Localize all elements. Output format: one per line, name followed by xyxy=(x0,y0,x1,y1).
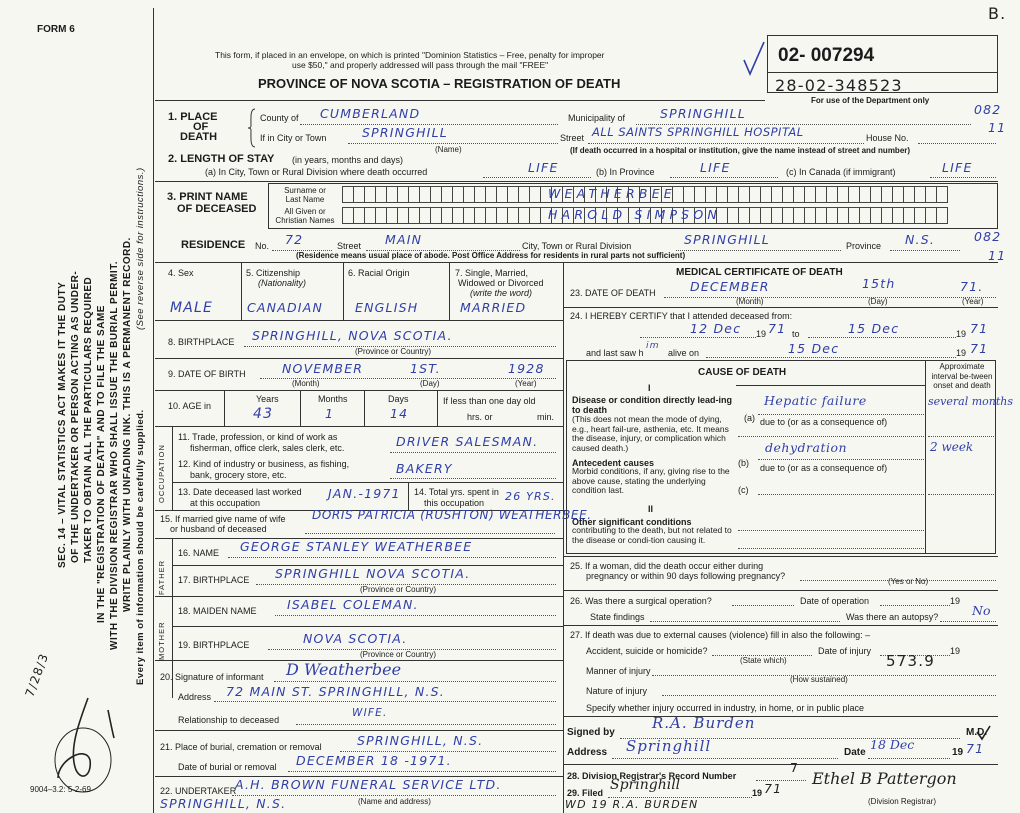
underline xyxy=(348,143,558,144)
citizenship-sub: (Nationality) xyxy=(258,278,307,288)
residence-code: 082 xyxy=(974,229,1002,244)
father-birthplace-label: 17. BIRTHPLACE xyxy=(178,575,250,585)
name-label: OF DECEASED xyxy=(177,203,257,215)
death-date-label: 23. DATE OF DEATH xyxy=(570,288,656,298)
industry-value: BAKERY xyxy=(396,461,453,476)
divider xyxy=(563,590,998,591)
last-seen-date: 15 Dec xyxy=(788,341,840,356)
informant-signature: D Weatherbee xyxy=(286,660,402,679)
city-label: If in City or Town xyxy=(260,133,327,143)
to-label: to xyxy=(792,329,800,339)
years-value: 43 xyxy=(253,406,274,422)
months-value: 1 xyxy=(325,406,335,421)
province-caption: (Province or Country) xyxy=(355,347,432,356)
divider xyxy=(736,385,925,386)
registration-number: 02- 007294 xyxy=(778,45,875,66)
undertaker-value: A.H. BROWN FUNERAL SERVICE LTD. xyxy=(235,777,502,792)
place-label: 1. PLACE xyxy=(168,111,218,123)
informant-address-label: Address xyxy=(178,692,212,702)
side-note-line: WRITE PLAINLY WITH UNFADING INK. THIS IS A PERMANENT RECORD. xyxy=(122,237,133,612)
municipality-code: 082 xyxy=(974,102,1002,117)
autopsy-value: No xyxy=(972,603,991,618)
month-caption: (Month) xyxy=(736,297,764,306)
part-one: I xyxy=(648,383,651,393)
underline xyxy=(214,701,556,702)
part-two: II xyxy=(648,504,654,514)
divider xyxy=(408,482,409,510)
autopsy-label: Was there an autopsy? xyxy=(846,612,939,622)
citizenship-label: 5. Citizenship xyxy=(246,268,301,278)
mail-notice: This form, if placed in an envelope, on which is printed "Dominion Statistics – Free, penalty for improper xyxy=(215,50,605,60)
mother-side-label: MOTHER xyxy=(157,621,166,660)
marital-value: MARRIED xyxy=(460,300,527,315)
mail-notice: use $50," and properly addressed will pass through the mail "FREE" xyxy=(292,60,549,70)
divider xyxy=(563,307,998,308)
residence-division-label: City, Town or Rural Division xyxy=(522,241,632,251)
marital-label: 7. Single, Married, xyxy=(455,268,529,278)
informant-address: 72 MAIN ST. SPRINGHILL, N.S. xyxy=(226,684,445,699)
underline xyxy=(275,615,556,616)
racial-origin-value: ENGLISH xyxy=(355,300,419,315)
divider xyxy=(300,390,301,426)
divider xyxy=(224,390,225,426)
relationship-value: WIFE. xyxy=(352,707,388,719)
underline xyxy=(676,250,841,251)
medical-title: MEDICAL CERTIFICATE OF DEATH xyxy=(676,267,843,278)
father-birthplace-value: SPRINGHILL NOVA SCOTIA. xyxy=(275,566,471,581)
manner-label: Manner of injury xyxy=(586,666,651,676)
stay-a-label: (a) In City, Town or Rural Division where death occurred xyxy=(205,167,428,177)
spouse-label: 15. If married give name of wife xyxy=(160,514,286,524)
underline xyxy=(890,250,960,251)
burial-place-label: 21. Place of burial, cremation or removal xyxy=(160,742,322,752)
last-seen-him: im xyxy=(646,341,660,351)
underline xyxy=(340,751,556,752)
death-year: 71. xyxy=(960,279,984,294)
stay-b-value: LIFE xyxy=(700,160,731,175)
occupation-side-label: OCCUPATION xyxy=(157,444,166,503)
informant-label: 20. Signature of informant xyxy=(160,672,264,682)
underline xyxy=(880,605,950,606)
cause-b-label: (b) xyxy=(738,458,749,468)
province-caption: (Province or Country) xyxy=(360,585,437,594)
divider xyxy=(155,358,563,359)
stay-c-value: LIFE xyxy=(942,160,973,175)
underline xyxy=(706,357,956,358)
form-title: PROVINCE OF NOVA SCOTIA – REGISTRATION OF DEATH xyxy=(258,76,621,91)
residence-label: RESIDENCE xyxy=(181,239,246,251)
cause-code: 573.9 xyxy=(886,652,935,670)
state-which-caption: (State which) xyxy=(740,656,787,665)
underline xyxy=(918,143,996,144)
municipality-label: Municipality of xyxy=(568,113,626,123)
father-side-label: FATHER xyxy=(157,559,166,595)
days-label: Days xyxy=(388,394,409,404)
divider xyxy=(155,426,563,427)
underline xyxy=(758,414,924,415)
days-value: 14 xyxy=(390,406,409,421)
underline xyxy=(732,605,794,606)
divider xyxy=(437,390,438,426)
street-label: Street xyxy=(560,133,585,143)
q27-label: 27. If death was due to external causes (violence) fill in also the following: – xyxy=(570,630,871,640)
undertaker-label: 22. UNDERTAKER xyxy=(160,786,237,796)
medical-address-label: Address xyxy=(567,747,608,758)
last-seen-label: and last saw h xyxy=(586,348,644,358)
medical-address-value: Springhill xyxy=(626,737,712,755)
side-note-line: WITH THE DIVISION REGISTRAR WHO SHALL ISSUE THE BURIAL PERMIT. xyxy=(109,261,120,650)
total-years-label: this occupation xyxy=(424,498,485,508)
q25-label: pregnancy or within 90 days following pregnancy? xyxy=(586,571,786,581)
record-number-value: 7 xyxy=(790,760,800,775)
side-note-line: SEC. 14 – VITAL STATISTICS ACT MAKES IT THE DUTY xyxy=(57,281,68,568)
father-name-label: 16. NAME xyxy=(178,548,220,558)
last-seen-year: 71 xyxy=(970,341,989,356)
cause-b-value: dehydration xyxy=(765,440,848,455)
attended-to: 15 Dec xyxy=(848,321,900,336)
divider xyxy=(172,482,563,483)
record-number-label: 28. Division Registrar's Record Number xyxy=(567,771,737,781)
registrar-signature: Ethel B Pattergon xyxy=(812,769,957,788)
underline xyxy=(390,452,556,453)
how-sustained-caption: (How sustained) xyxy=(790,675,848,684)
other-label-bold: Other significant conditions xyxy=(572,517,692,527)
underline xyxy=(758,459,924,460)
surname-value: WEATHERBEE xyxy=(548,186,676,201)
dob-year: 1928 xyxy=(508,361,545,376)
q25-label: 25. If a woman, did the death occur either during xyxy=(570,561,764,571)
side-note-line: OF THE UNDERTAKER OR PERSON ACTING AS UNDER- xyxy=(70,270,81,563)
attended-to-year: 71 xyxy=(970,321,989,336)
due-to-label: due to (or as a consequence of) xyxy=(760,463,888,473)
alive-label: alive on xyxy=(668,348,700,358)
marital-label: (write the word) xyxy=(470,288,533,298)
place-label: OF xyxy=(193,121,209,133)
municipality-value: SPRINGHILL xyxy=(660,106,746,121)
brace xyxy=(247,108,257,148)
hrs-label: hrs. or xyxy=(467,412,493,422)
underline xyxy=(483,177,591,178)
day-caption: (Day) xyxy=(420,379,440,388)
mother-birthplace-value: NOVA SCOTIA. xyxy=(303,631,408,646)
divider xyxy=(449,262,450,320)
underline xyxy=(928,436,994,437)
underline xyxy=(228,557,556,558)
print-code: 9004–3.2: 5-2-69 xyxy=(30,785,91,794)
underline xyxy=(868,758,950,759)
name-address-caption: (Name and address) xyxy=(358,797,431,806)
injury-date-label: Date of injury xyxy=(818,646,872,656)
due-to-label: due to (or as a consequence of) xyxy=(760,417,888,427)
province-caption: (Province or Country) xyxy=(360,650,437,659)
underline xyxy=(930,177,996,178)
side-note-line: IN THE "REGISTRATION OF DEATH" AND TO FILE THE SAME xyxy=(96,305,107,623)
underline xyxy=(758,494,924,495)
divider xyxy=(563,625,998,626)
trade-value: DRIVER SALESMAN. xyxy=(396,434,539,449)
medical-date-value: 18 Dec xyxy=(870,737,915,752)
year-prefix: 19 xyxy=(956,348,967,358)
months-label: Months xyxy=(318,394,348,404)
hospital-note: (If death occurred in a hospital or institution, give the name instead of street and number) xyxy=(570,146,911,155)
burial-date-value: DECEMBER 18 -1971. xyxy=(296,753,452,768)
cause-b-interval: 2 week xyxy=(930,440,974,454)
year-prefix: 19 xyxy=(952,747,964,758)
residence-province: N.S. xyxy=(905,232,936,247)
antecedent-label-bold: Antecedent causes xyxy=(572,458,655,468)
residence-no: 72 xyxy=(285,232,304,247)
divider xyxy=(155,320,563,321)
check-mark xyxy=(742,40,766,80)
state-findings-label: State findings xyxy=(590,612,645,622)
underline xyxy=(738,436,924,437)
dob-day: 1ST. xyxy=(410,361,441,376)
dob-month: NOVEMBER xyxy=(282,361,364,376)
stay-c-label: (c) In Canada (if immigrant) xyxy=(786,167,896,177)
cause-a-value: Hepatic failure xyxy=(764,393,867,408)
underline xyxy=(390,478,556,479)
death-month: DECEMBER xyxy=(690,279,770,294)
underline xyxy=(274,681,556,682)
operation-date-label: Date of operation xyxy=(800,596,870,606)
stamp-note: WD 19 R.A. BURDEN xyxy=(565,798,699,811)
underline xyxy=(612,758,838,759)
nature-label: Nature of injury xyxy=(586,686,648,696)
signed-label: Signed by xyxy=(567,727,615,738)
trade-label: 11. Trade, profession, or kind of work as xyxy=(178,432,338,442)
total-years-label: 14. Total yrs. spent in xyxy=(414,487,499,497)
underline xyxy=(288,771,556,772)
cause-c-label: (c) xyxy=(738,485,749,495)
divider xyxy=(364,390,365,426)
years-label: Years xyxy=(256,394,279,404)
city-value: SPRINGHILL xyxy=(362,125,448,140)
year-prefix: 19 xyxy=(950,646,961,656)
marital-label: Widowed or Divorced xyxy=(458,278,544,288)
dob-label: 9. DATE OF BIRTH xyxy=(168,369,246,379)
industry-label: bank, grocery store, etc. xyxy=(190,470,287,480)
divider xyxy=(155,100,765,101)
year-prefix: 19 xyxy=(752,788,763,798)
divider xyxy=(563,764,998,765)
side-note-line: (See reverse side for instructions.) xyxy=(135,167,146,330)
burial-date-label: Date of burial or removal xyxy=(178,762,277,772)
side-note-line: Every item of information should be carefully supplied. xyxy=(135,409,146,685)
underline xyxy=(928,494,994,495)
divider xyxy=(241,262,242,320)
registration-number-handwritten: 28-02-348523 xyxy=(775,76,903,95)
month-caption: (Month) xyxy=(292,379,320,388)
specify-label: Specify whether injury occurred in industry, in home, or in public place xyxy=(586,703,864,713)
death-day: 15th xyxy=(862,276,896,291)
divider xyxy=(563,716,998,717)
form-left-border xyxy=(153,8,154,813)
antecedent-label: Morbid conditions, if any, giving rise to the above cause, stating the underlying condition last. xyxy=(572,466,730,495)
certify-label: 24. I HEREBY CERTIFY that I attended deceased from: xyxy=(570,311,793,321)
residence-province-label: Province xyxy=(846,241,882,251)
mother-maiden-value: ISABEL COLEMAN. xyxy=(287,597,419,612)
underline xyxy=(808,337,956,338)
spouse-value: DORIS PATRICIA (RUSHTON) WEATHERBEE. xyxy=(312,508,592,522)
street-value: ALL SAINTS SPRINGHILL HOSPITAL xyxy=(592,125,804,139)
filed-value: Springhill xyxy=(610,777,681,793)
divider xyxy=(563,556,998,557)
last-worked-label: at this occupation xyxy=(190,498,261,508)
filed-label: 29. Filed xyxy=(567,788,604,798)
department-use-caption: For use of the Department only xyxy=(811,96,930,105)
year-prefix: 19 xyxy=(756,329,767,339)
margin-note: 7/28/3 xyxy=(22,651,52,699)
cause-title: CAUSE OF DEATH xyxy=(698,367,787,378)
house-code: 11 xyxy=(988,120,1007,135)
mother-birthplace-label: 19. BIRTHPLACE xyxy=(178,640,250,650)
column-divider xyxy=(563,262,564,813)
stay-a-value: LIFE xyxy=(528,160,559,175)
sex-value: MALE xyxy=(170,300,214,316)
divider xyxy=(343,262,344,320)
mother-maiden-label: 18. MAIDEN NAME xyxy=(178,606,257,616)
house-label: House No. xyxy=(866,133,909,143)
yes-no-caption: (Yes or No) xyxy=(888,577,929,586)
check-mark xyxy=(976,724,992,742)
surname-label: Surname or Last Name xyxy=(284,186,326,204)
year-caption: (Year) xyxy=(962,297,984,306)
stay-label: 2. LENGTH OF STAY xyxy=(168,153,275,165)
relationship-label: Relationship to deceased xyxy=(178,715,280,725)
underline xyxy=(664,297,996,298)
underline xyxy=(640,337,756,338)
last-worked-label: 13. Date deceased last worked xyxy=(178,487,302,497)
divider xyxy=(155,262,998,263)
disease-label-bold: Disease or condition directly lead-ing to death xyxy=(572,395,733,415)
filed-year: 71 xyxy=(764,781,783,796)
residence-street: MAIN xyxy=(385,232,423,247)
cause-a-interval: several months xyxy=(928,395,1013,408)
underline xyxy=(650,621,840,622)
divider xyxy=(155,181,998,182)
divider xyxy=(172,626,563,627)
undertaker-address: SPRINGHILL, N.S. xyxy=(160,796,287,811)
day-caption: (Day) xyxy=(868,297,888,306)
stay-label-small: (in years, months and days) xyxy=(292,155,404,165)
age-label: 10. AGE in xyxy=(168,401,212,411)
disease-label: (This does not mean the mode of dying, e.g., heart fail-ure, asthenia, etc. It means the disease, injury, or complication which caused death.) xyxy=(572,414,729,453)
interval-label: Approximate interval be-tween onset and death xyxy=(931,362,993,390)
trade-label: fisherman, office clerk, sales clerk, etc. xyxy=(190,443,345,453)
divider xyxy=(767,72,998,73)
divider xyxy=(172,426,173,510)
attended-from: 12 Dec xyxy=(690,321,742,336)
less-day-label: If less than one day old xyxy=(443,396,536,406)
underline xyxy=(588,143,864,144)
last-worked-value: JAN.-1971 xyxy=(328,486,401,501)
cause-a-label: (a) xyxy=(744,413,755,423)
year-prefix: 19 xyxy=(956,329,967,339)
residence-note: (Residence means usual place of abode. Post Office Address for residents in rural parts not sufficient) xyxy=(296,251,686,260)
underline xyxy=(940,621,996,622)
industry-label: 12. Kind of industry or business, as fishing, xyxy=(178,459,350,469)
q26-label: 26. Was there a surgical operation? xyxy=(570,596,712,606)
place-label: DEATH xyxy=(180,131,218,143)
underline xyxy=(662,695,996,696)
medical-date-year: 71 xyxy=(966,741,985,756)
underline xyxy=(305,533,555,534)
residence-code: 11 xyxy=(988,248,1007,263)
accident-label: Accident, suicide or homicide? xyxy=(586,646,708,656)
md-label: M.D. xyxy=(966,727,988,738)
total-years-value: 26 YRS. xyxy=(505,490,556,503)
divider xyxy=(155,730,563,731)
name-label: 3. PRINT NAME xyxy=(167,191,248,203)
signed-value: R.A. Burden xyxy=(652,714,756,732)
underline xyxy=(670,177,778,178)
year-caption: (Year) xyxy=(515,379,537,388)
name-caption: (Name) xyxy=(435,145,462,154)
birthplace-label: 8. BIRTHPLACE xyxy=(168,337,235,347)
medical-date-label: Date xyxy=(844,747,866,758)
underline xyxy=(296,724,556,725)
year-prefix: 19 xyxy=(950,596,961,606)
form-number: FORM 6 xyxy=(37,24,75,35)
min-label: min. xyxy=(537,412,555,422)
attended-from-year: 71 xyxy=(768,321,787,336)
county-label: County of xyxy=(260,113,299,123)
stay-b-label: (b) In Province xyxy=(596,167,655,177)
burial-place-value: SPRINGHILL, N.S. xyxy=(357,733,484,748)
divider xyxy=(925,360,926,554)
underline xyxy=(738,548,924,549)
corner-mark: B. xyxy=(988,4,1007,23)
given-name-label: All Given or Christian Names xyxy=(275,207,335,225)
residence-no-label: No. xyxy=(255,241,270,251)
spouse-label: or husband of deceased xyxy=(170,524,267,534)
sex-label: 4. Sex xyxy=(168,268,194,278)
margin-signature xyxy=(28,690,138,795)
residence-street-label: Street xyxy=(337,241,362,251)
birthplace-value: SPRINGHILL, NOVA SCOTIA. xyxy=(252,328,453,343)
side-note-line: TAKER TO OBTAIN ALL THE PARTICULARS REQUIRED xyxy=(83,276,94,563)
registrar-caption: (Division Registrar) xyxy=(868,797,937,806)
racial-origin-label: 6. Racial Origin xyxy=(348,268,410,278)
divider xyxy=(155,390,563,391)
citizenship-value: CANADIAN xyxy=(247,300,323,315)
residence-division: SPRINGHILL xyxy=(684,232,770,247)
given-name-value: HAROLD SIMPSON xyxy=(548,207,721,222)
underline xyxy=(738,530,924,531)
other-label: contributing to the death, but not related to the disease or condi-tion causing it. xyxy=(572,525,732,545)
county-value: CUMBERLAND xyxy=(320,106,421,121)
father-name-value: GEORGE STANLEY WEATHERBEE xyxy=(240,539,473,554)
